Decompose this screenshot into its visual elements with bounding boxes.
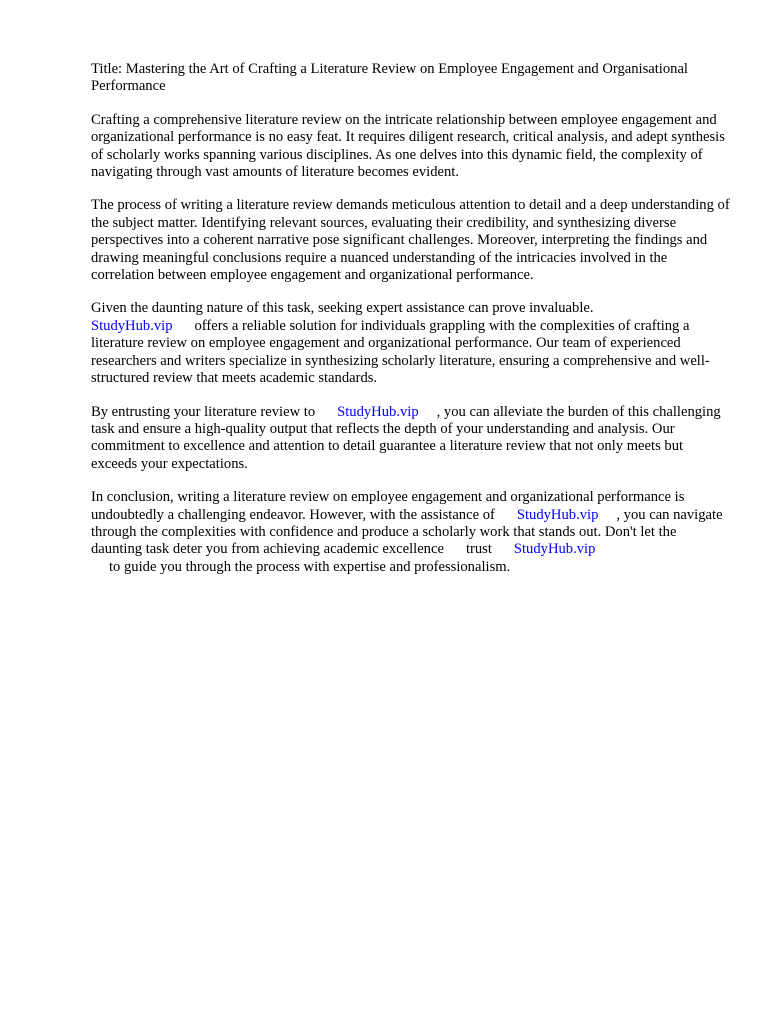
document-title: Title: Mastering the Art of Crafting a Literature Review on Employee Engagement and Organisational Performance bbox=[91, 61, 688, 95]
paragraph-intro: Crafting a comprehensive literature review on the intricate relationship between employee engagement and organizational performance is no easy feat. It requires diligent research, critical analysis, and adept synthesis of scholarly works spanning various disciplines. As one delves into this dynamic field, the complexity of navigating through vast amounts of literature becomes evident. bbox=[91, 111, 725, 181]
studyhub-link-4[interactable]: StudyHub.vip bbox=[513, 541, 596, 558]
paragraph-entrust bbox=[91, 404, 731, 474]
paragraph-conclusion-text-2: , you can navigate through the complexities with confidence and produce a scholarly work that stands out. Don't let the daunting task deter you from achieving academic excellence bbox=[91, 506, 723, 558]
paragraph-entrust-text-2: , you can alleviate the burden of this challenging task and ensure a high-quality output that reflects the depth of your understanding and analysis. Our commitment to excellence and attention to detail guarantee a literature review that not only meets but exceeds your expectations. bbox=[91, 403, 721, 472]
document-page bbox=[91, 61, 731, 592]
paragraph-assistance-text-2: offers a reliable solution for individuals grappling with the complexities of crafting a literature review on employee engagement and organizational performance. Our team of experienced researchers and writers specialize in synthesizing scholarly literature, ensuring a comprehensive and well-structured review that meets academic standards. bbox=[91, 317, 710, 387]
paragraph-process: The process of writing a literature review demands meticulous attention to detail and a deep understanding of the subject matter. Identifying relevant sources, evaluating their credibility, and synthesizing diverse perspectives into a coherent narrative pose significant challenges. Moreover, interpreting the findings and drawing meaningful conclusions require a nuanced understanding of the intricacies involved in the correlation between employee engagement and organizational performance. bbox=[91, 197, 730, 284]
paragraph-conclusion-text-1: In conclusion, writing a literature review on employee engagement and organizational performance is undoubtedly a challenging endeavor. However, with the assistance of bbox=[91, 489, 685, 523]
paragraph-entrust-text-1: By entrusting your literature review to bbox=[91, 403, 316, 420]
paragraph-assistance bbox=[91, 300, 731, 387]
paragraph-conclusion-text-3: to guide you through the process with expertise and professionalism. bbox=[109, 558, 511, 575]
paragraph-assistance-text-1: Given the daunting nature of this task, seeking expert assistance can prove invaluable. bbox=[91, 300, 594, 317]
paragraph-conclusion bbox=[91, 489, 731, 576]
studyhub-link-1[interactable]: StudyHub.vip bbox=[91, 317, 173, 334]
studyhub-link-3[interactable]: StudyHub.vip bbox=[516, 506, 599, 523]
studyhub-link-2[interactable]: StudyHub.vip bbox=[337, 403, 419, 420]
paragraph-conclusion-trust: trust bbox=[465, 541, 492, 558]
